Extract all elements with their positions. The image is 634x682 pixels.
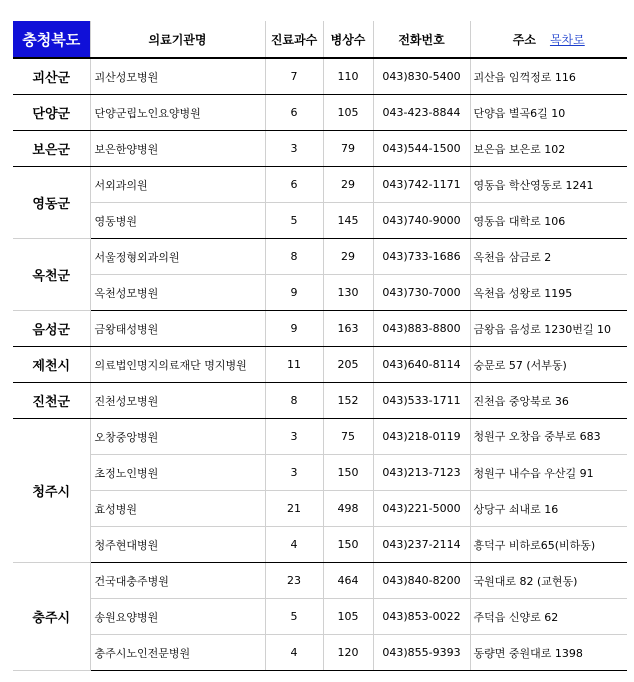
phone-cell: 043)237-2114 — [373, 527, 470, 563]
departments-cell: 8 — [265, 383, 323, 419]
table-row — [13, 131, 627, 167]
beds-cell: 145 — [323, 203, 373, 239]
departments-cell: 6 — [265, 95, 323, 131]
departments-cell: 21 — [265, 491, 323, 527]
hospital-sheet — [13, 21, 627, 671]
table-row — [13, 347, 627, 383]
departments-cell: 11 — [265, 347, 323, 383]
departments-cell: 9 — [265, 311, 323, 347]
region-cell: 진천군 — [13, 383, 90, 419]
beds-cell: 29 — [323, 239, 373, 275]
table-row — [13, 239, 627, 275]
address-cell: 주덕읍 신양로 62 — [470, 599, 627, 635]
address-cell: 영동읍 학산영동로 1241 — [470, 167, 627, 203]
table-row — [13, 635, 627, 671]
address-cell: 진천읍 중앙북로 36 — [470, 383, 627, 419]
beds-cell: 79 — [323, 131, 373, 167]
address-cell: 옥천읍 삼금로 2 — [470, 239, 627, 275]
institution-name-cell: 충주시노인전문병원 — [90, 635, 265, 671]
phone-cell: 043)742-1171 — [373, 167, 470, 203]
address-header-label: 주소 — [512, 32, 536, 47]
phone-cell: 043)640-8114 — [373, 347, 470, 383]
phone-cell: 043)544-1500 — [373, 131, 470, 167]
beds-cell: 29 — [323, 167, 373, 203]
region-cell: 음성군 — [13, 311, 90, 347]
institution-name-cell: 금왕태성병원 — [90, 311, 265, 347]
table-row — [13, 311, 627, 347]
table-row — [13, 95, 627, 131]
address-cell: 숭문로 57 (서부동) — [470, 347, 627, 383]
departments-header: 진료과수 — [265, 21, 323, 58]
beds-cell: 150 — [323, 455, 373, 491]
hospital-table — [13, 21, 627, 671]
address-cell: 국원대로 82 (교현동) — [470, 563, 627, 599]
phone-cell: 043)855-9393 — [373, 635, 470, 671]
table-row — [13, 203, 627, 239]
departments-cell: 3 — [265, 455, 323, 491]
institution-name-cell: 의료법인명지의료재단 명지병원 — [90, 347, 265, 383]
table-row — [13, 419, 627, 455]
departments-cell: 8 — [265, 239, 323, 275]
table-row — [13, 527, 627, 563]
beds-cell: 120 — [323, 635, 373, 671]
phone-cell: 043)840-8200 — [373, 563, 470, 599]
institution-name-cell: 영동병원 — [90, 203, 265, 239]
table-body — [13, 58, 627, 671]
departments-cell: 5 — [265, 203, 323, 239]
address-cell: 청원구 오창읍 중부로 683 — [470, 419, 627, 455]
beds-cell: 150 — [323, 527, 373, 563]
address-cell: 동량면 중원대로 1398 — [470, 635, 627, 671]
institution-name-cell: 건국대충주병원 — [90, 563, 265, 599]
address-cell: 상당구 쇠내로 16 — [470, 491, 627, 527]
phone-cell: 043)213-7123 — [373, 455, 470, 491]
departments-cell: 3 — [265, 131, 323, 167]
phone-cell: 043-423-8844 — [373, 95, 470, 131]
table-row — [13, 491, 627, 527]
phone-cell: 043)730-7000 — [373, 275, 470, 311]
departments-cell: 4 — [265, 527, 323, 563]
region-cell: 제천시 — [13, 347, 90, 383]
institution-name-cell: 송원요양병원 — [90, 599, 265, 635]
institution-name-cell: 옥천성모병원 — [90, 275, 265, 311]
departments-cell: 6 — [265, 167, 323, 203]
institution-name-cell: 보은한양병원 — [90, 131, 265, 167]
beds-header: 병상수 — [323, 21, 373, 58]
beds-cell: 498 — [323, 491, 373, 527]
region-cell: 옥천군 — [13, 239, 90, 311]
address-header — [470, 21, 627, 58]
address-cell: 보은읍 보은로 102 — [470, 131, 627, 167]
phone-cell: 043)830-5400 — [373, 58, 470, 95]
departments-cell: 23 — [265, 563, 323, 599]
region-cell: 청주시 — [13, 419, 90, 563]
phone-cell: 043)218-0119 — [373, 419, 470, 455]
departments-cell: 4 — [265, 635, 323, 671]
address-cell: 단양읍 별곡6길 10 — [470, 95, 627, 131]
toc-link[interactable]: 목차로 — [549, 32, 585, 47]
departments-cell: 7 — [265, 58, 323, 95]
address-cell: 괴산읍 임꺽정로 116 — [470, 58, 627, 95]
header-row — [13, 21, 627, 58]
table-row — [13, 599, 627, 635]
departments-cell: 5 — [265, 599, 323, 635]
institution-name-cell: 초정노인병원 — [90, 455, 265, 491]
institution-name-cell: 서울정형외과의원 — [90, 239, 265, 275]
phone-cell: 043)740-9000 — [373, 203, 470, 239]
departments-cell: 3 — [265, 419, 323, 455]
beds-cell: 105 — [323, 95, 373, 131]
table-row — [13, 383, 627, 419]
address-cell: 영동읍 대학로 106 — [470, 203, 627, 239]
institution-name-cell: 청주현대병원 — [90, 527, 265, 563]
departments-cell: 9 — [265, 275, 323, 311]
beds-cell: 464 — [323, 563, 373, 599]
address-cell: 옥천읍 성왕로 1195 — [470, 275, 627, 311]
beds-cell: 110 — [323, 58, 373, 95]
province-header: 충청북도 — [13, 21, 90, 58]
address-cell: 청원구 내수읍 우산길 91 — [470, 455, 627, 491]
beds-cell: 105 — [323, 599, 373, 635]
beds-cell: 130 — [323, 275, 373, 311]
phone-cell: 043)733-1686 — [373, 239, 470, 275]
region-cell: 단양군 — [13, 95, 90, 131]
institution-name-cell: 단양군립노인요양병원 — [90, 95, 265, 131]
institution-name-cell: 효성병원 — [90, 491, 265, 527]
institution-header: 의료기관명 — [90, 21, 265, 58]
institution-name-cell: 오창중앙병원 — [90, 419, 265, 455]
beds-cell: 75 — [323, 419, 373, 455]
region-cell: 영동군 — [13, 167, 90, 239]
region-cell: 충주시 — [13, 563, 90, 671]
address-cell: 흥덕구 비하로65(비하동) — [470, 527, 627, 563]
region-cell: 괴산군 — [13, 58, 90, 95]
institution-name-cell: 진천성모병원 — [90, 383, 265, 419]
table-row — [13, 58, 627, 95]
table-row — [13, 563, 627, 599]
institution-name-cell: 서외과의원 — [90, 167, 265, 203]
phone-cell: 043)533-1711 — [373, 383, 470, 419]
beds-cell: 205 — [323, 347, 373, 383]
phone-cell: 043)221-5000 — [373, 491, 470, 527]
beds-cell: 152 — [323, 383, 373, 419]
region-cell: 보은군 — [13, 131, 90, 167]
address-cell: 금왕읍 음성로 1230번길 10 — [470, 311, 627, 347]
table-row — [13, 455, 627, 491]
phone-header: 전화번호 — [373, 21, 470, 58]
table-row — [13, 167, 627, 203]
phone-cell: 043)853-0022 — [373, 599, 470, 635]
institution-name-cell: 괴산성모병원 — [90, 58, 265, 95]
table-row — [13, 275, 627, 311]
beds-cell: 163 — [323, 311, 373, 347]
phone-cell: 043)883-8800 — [373, 311, 470, 347]
